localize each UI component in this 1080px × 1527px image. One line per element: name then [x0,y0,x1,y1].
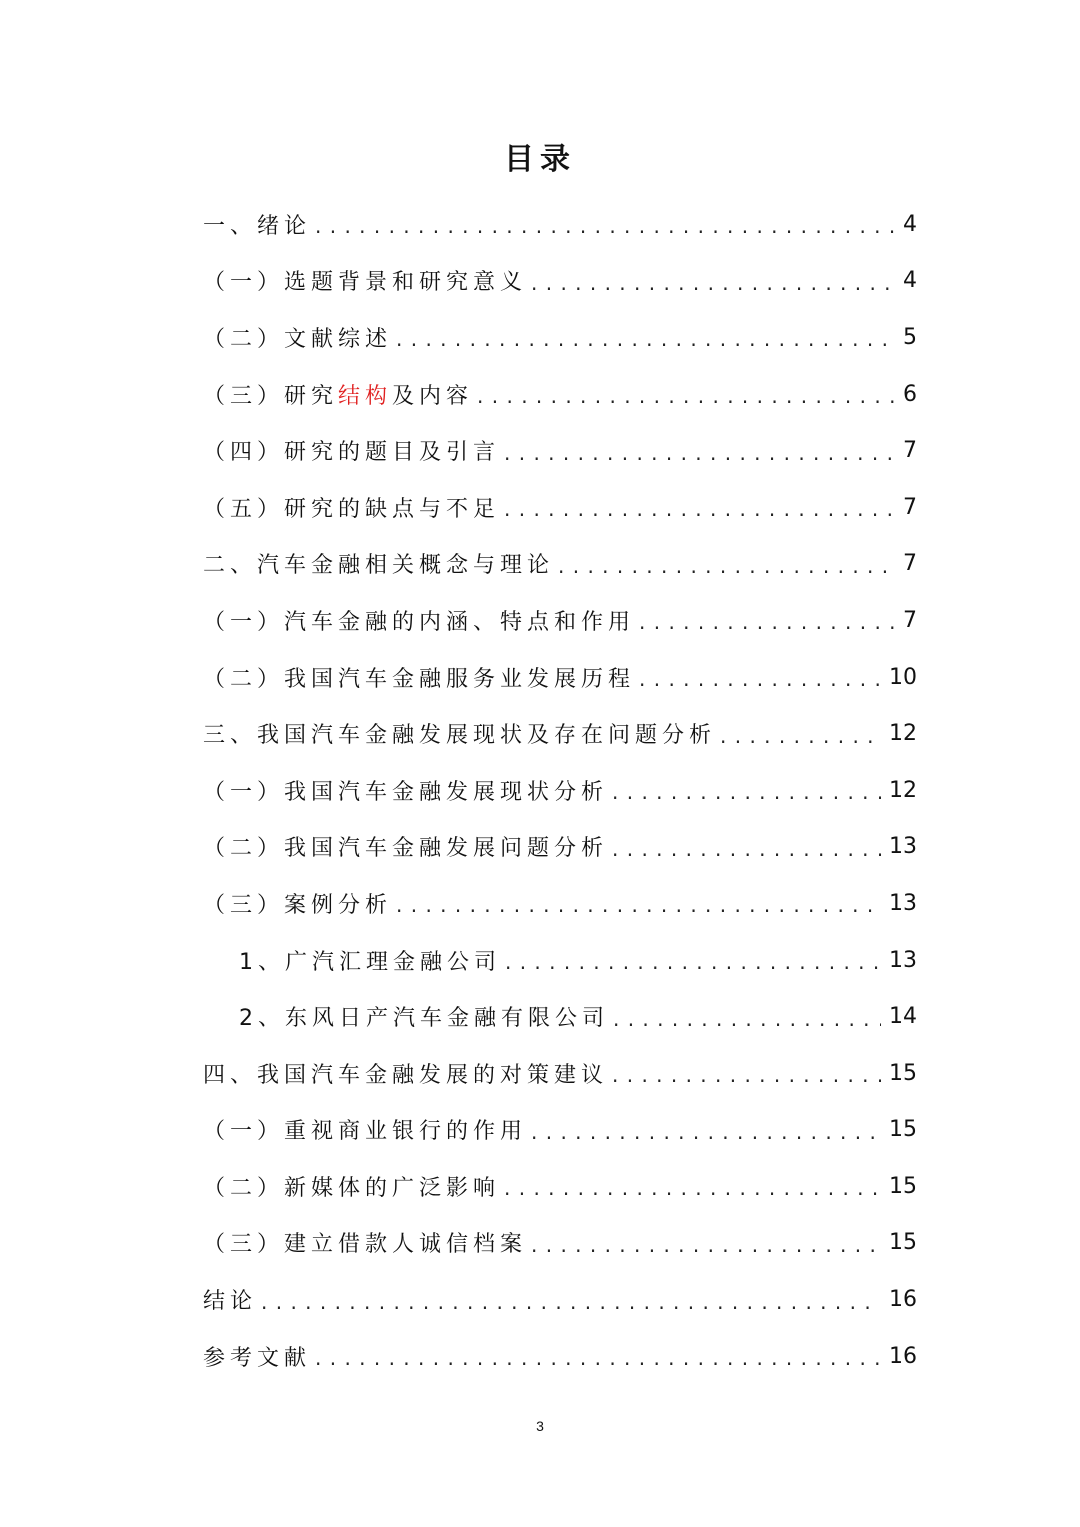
toc-leader-dots [504,441,895,465]
toc-leader-dots [720,724,881,748]
toc-entry-page: 16 [889,1287,917,1313]
toc-entry-label: 结论 [203,1289,258,1315]
toc-leader-dots [477,384,895,408]
toc-leader-dots [504,1176,881,1200]
toc-entry[interactable] [203,1045,917,1102]
toc-entry-page: 14 [889,1004,917,1030]
toc-entry-page: 13 [889,890,917,916]
toc-leader-dots [612,780,881,804]
toc-entry[interactable] [203,705,917,762]
toc-entry[interactable] [203,536,917,593]
toc-entry[interactable] [203,819,917,876]
toc-entry-page: 5 [903,324,917,350]
toc-entry-page: 6 [903,381,917,407]
toc-entry-label: （二）新媒体的广泛影响 [203,1175,501,1201]
toc-entry-label: （二）文献综述 [203,326,393,352]
toc-entry[interactable] [203,196,917,253]
toc-entry-label: （一）选题背景和研究意义 [203,270,528,296]
toc-entry-page: 13 [889,834,917,860]
toc-entry-label: 三、我国汽车金融发展现状及存在问题分析 [203,723,717,749]
toc-leader-dots [639,610,895,634]
toc-entry-page: 15 [889,1230,917,1256]
toc-entry-page: 12 [889,777,917,803]
toc-leader-dots [613,1007,881,1031]
toc-entry-label: （一）我国汽车金融发展现状分析 [203,779,609,805]
toc-leader-dots [531,1120,881,1144]
toc-entry[interactable] [203,592,917,649]
toc-entry-page: 15 [889,1173,917,1199]
toc-entry-label: （三）建立借款人诚信档案 [203,1232,528,1258]
toc-entry[interactable] [203,1328,917,1385]
toc-entry-page: 7 [903,551,917,577]
toc-entry-label: 一、绪论 [203,213,312,239]
toc-entry[interactable] [203,366,917,423]
toc-entry[interactable] [203,649,917,706]
toc-entry-label: 二、汽车金融相关概念与理论 [203,553,555,579]
toc-entry[interactable] [203,422,917,479]
toc-entry[interactable] [203,762,917,819]
toc-leader-dots [612,837,881,861]
toc-leader-dots [396,327,895,351]
toc-leader-dots [504,497,895,521]
toc-leader-dots [396,893,881,917]
toc-title: 目录 [504,142,576,177]
toc-entry[interactable] [203,253,917,310]
toc-entry-page: 4 [903,211,917,237]
toc-entry-label: （一）汽车金融的内涵、特点和作用 [203,609,636,635]
toc-entry-label: （五）研究的缺点与不足 [203,496,501,522]
toc-entry-page: 13 [889,947,917,973]
toc-entry[interactable] [203,988,917,1045]
toc-entry-label [203,379,473,410]
toc-entry-label: 2、东风日产汽车金融有限公司 [239,1006,609,1032]
toc-entry[interactable] [203,875,917,932]
toc-entry-page: 16 [889,1343,917,1369]
toc-label-part: （三）研究 [203,383,339,409]
toc-entry[interactable] [203,932,917,989]
toc-entry-page: 7 [903,494,917,520]
toc-entry-label: （四）研究的题目及引言 [203,440,501,466]
toc-entry-page: 12 [889,721,917,747]
toc-entry-page: 10 [889,664,917,690]
page-number: 3 [536,1418,544,1434]
toc-list [203,196,917,1384]
toc-entry-label: 四、我国汽车金融发展的对策建议 [203,1062,609,1088]
toc-entry[interactable] [203,1215,917,1272]
toc-leader-dots [612,1063,881,1087]
toc-leader-dots [639,667,881,691]
toc-entry-page: 4 [903,268,917,294]
toc-entry-page: 7 [903,607,917,633]
toc-leader-dots [261,1290,881,1314]
toc-entry[interactable] [203,1102,917,1159]
toc-entry-label: 1、广汽汇理金融公司 [239,949,501,975]
toc-entry-page: 7 [903,438,917,464]
toc-entry-label: （二）我国汽车金融服务业发展历程 [203,666,636,692]
toc-label-part: 及内容 [392,383,474,409]
toc-leader-dots [558,554,895,578]
toc-leader-dots [531,1233,881,1257]
toc-entry-label: （三）案例分析 [203,892,393,918]
toc-entry[interactable] [203,1158,917,1215]
toc-leader-dots [315,214,895,238]
toc-entry-page: 15 [889,1060,917,1086]
toc-entry-label: 参考文献 [203,1345,312,1371]
toc-leader-dots [531,271,895,295]
toc-entry[interactable] [203,1271,917,1328]
toc-leader-dots [315,1346,881,1370]
toc-entry-page: 15 [889,1117,917,1143]
toc-entry-label: （一）重视商业银行的作用 [203,1119,528,1145]
toc-entry-label: （二）我国汽车金融发展问题分析 [203,836,609,862]
highlighted-text: 结构 [338,383,393,409]
toc-leader-dots [505,950,881,974]
toc-entry[interactable] [203,309,917,366]
toc-entry[interactable] [203,479,917,536]
